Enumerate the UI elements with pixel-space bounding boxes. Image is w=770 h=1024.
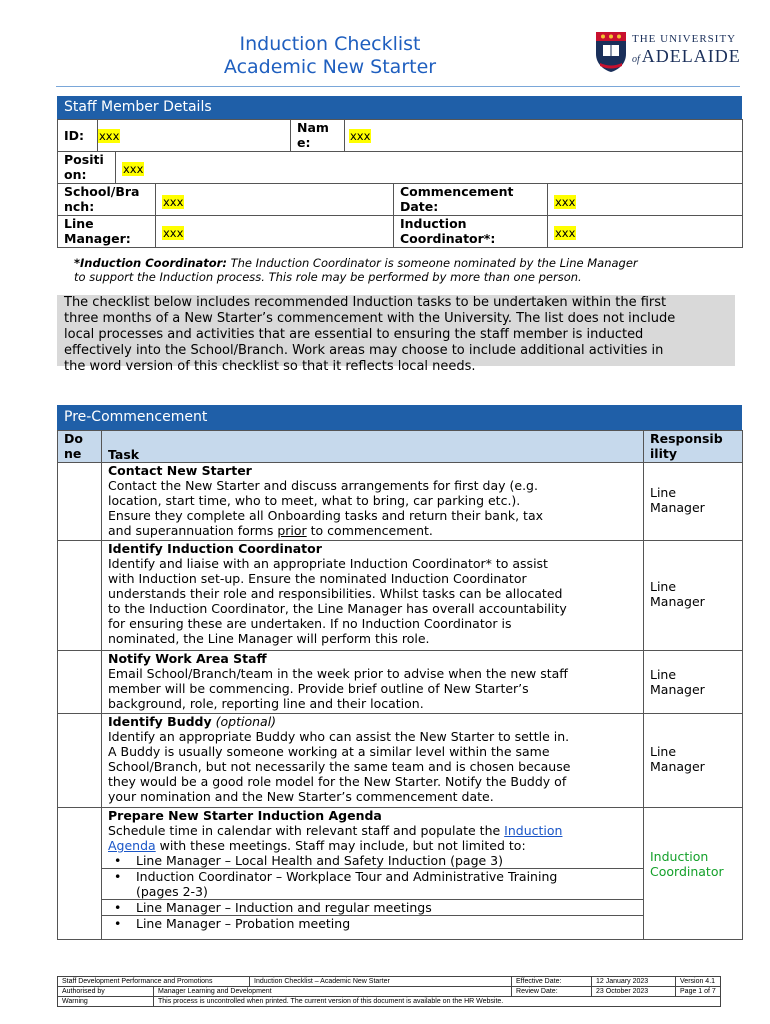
- staff-row-position: [58, 152, 743, 184]
- staff-details-header: Staff Member Details: [57, 96, 742, 119]
- precommencement-column-headers: [58, 431, 743, 463]
- commencement-label: Commencement Date:: [394, 184, 548, 216]
- staff-details-table: [57, 119, 743, 152]
- document-title: [150, 33, 510, 79]
- task-title: Identify Induction Coordinator: [108, 541, 322, 556]
- position-value: xxx: [123, 162, 144, 176]
- staff-row-id-name: [58, 120, 743, 152]
- task-title: Contact New Starter: [108, 463, 252, 478]
- commencement-value: xxx: [555, 195, 576, 209]
- col-done-header: Do ne: [58, 431, 102, 463]
- task-row: [58, 808, 743, 940]
- header-divider: [56, 86, 740, 87]
- title-line-1: Induction Checklist: [239, 33, 421, 55]
- task-cell: Identify Induction Coordinator Identify and liaise with an appropriate Induction Coordinator* to assist with Induction set-up. Ensure the nominated Induction Coordinator understands their role and responsibilities. Whilst tasks can be allocated to the Induction Coordinator, the Line Manager has overall accountability for ensuring these are undertaken. If no Induction Coordinator is nominated, the Line Manager will perform this role.: [102, 541, 644, 651]
- task-cell: Prepare New Starter Induction Agenda Schedule time in calendar with relevant staff and populate the Induction Agenda with these meetings. Staff may include, but not limited to: • Line Manager – Local Health and Safety Induction (page 3) • Induction Coordinator – Workplace Tour and Administrative Training (pages 2-3) • Line Manager – Induction and regular meetings • Line Manager – Probation meeting: [102, 808, 644, 940]
- task-row: [58, 463, 743, 541]
- name-field[interactable]: [345, 120, 743, 152]
- bullet-item: • Line Manager – Probation meeting: [102, 915, 643, 931]
- staff-row-school: [58, 184, 743, 216]
- task-cell: Identify Buddy (optional) Identify an appropriate Buddy who can assist the New Starter to settle in. A Buddy is usually someone working at a similar level within the same School/Branch, but not necessarily the same team and is chosen because they would be a good role model for the New Starter. Notify the Buddy of your nomination and the New Starter’s commencement date.: [102, 714, 644, 808]
- name-label: Nam e:: [291, 120, 345, 152]
- task-row: [58, 714, 743, 808]
- line-manager-value: xxx: [163, 226, 184, 240]
- position-field[interactable]: [116, 152, 743, 184]
- document-footer: [57, 976, 721, 1007]
- id-label: ID:: [58, 120, 98, 152]
- responsibility-cell: Line Manager: [644, 463, 743, 541]
- responsibility-cell: Line Manager: [644, 651, 743, 714]
- precommencement-header: Pre-Commencement: [57, 405, 742, 430]
- col-responsibility-header: Responsib ility: [644, 431, 743, 463]
- line-manager-label: Line Manager:: [58, 216, 156, 248]
- bullet-item: • Line Manager – Induction and regular meetings: [102, 899, 643, 915]
- bullet-item: • Induction Coordinator – Workplace Tour and Administrative Training (pages 2-3): [102, 868, 643, 899]
- note-bold: *Induction Coordinator:: [74, 256, 227, 270]
- name-value: xxx: [350, 129, 371, 143]
- precommencement-table: [57, 430, 743, 940]
- task-row: [58, 651, 743, 714]
- position-label: Positi on:: [58, 152, 116, 184]
- done-cell[interactable]: [58, 651, 102, 714]
- footer-row: Authorised by Manager Learning and Development Review Date: 23 October 2023 Page 1 of 7: [58, 987, 721, 997]
- school-label: School/Bra nch:: [58, 184, 156, 216]
- done-cell[interactable]: [58, 541, 102, 651]
- task-title: Notify Work Area Staff: [108, 651, 267, 666]
- responsibility-cell: Induction Coordinator: [644, 808, 743, 940]
- induction-coordinator-field[interactable]: [548, 216, 743, 248]
- intro-paragraph: The checklist below includes recommended Induction tasks to be undertaken within the first three months of a New Starter’s commencement with the University. The list does not include local processes and activities that are essential to ensuring the staff member is inducted effectively into the School/Branch. Work areas may choose to include additional activities in the word version of this checklist so that it reflects local needs.: [57, 295, 735, 366]
- task-title: Identify Buddy (optional): [108, 714, 277, 729]
- induction-agenda-link[interactable]: Agenda: [108, 838, 156, 853]
- task-cell: Contact New Starter Contact the New Starter and discuss arrangements for first day (e.g. location, start time, who to meet, what to bring, car parking etc.). Ensure they complete all Onboarding tasks and return their bank, tax and superannuation forms prior to commencement.: [102, 463, 644, 541]
- task-cell: Notify Work Area Staff Email School/Branch/team in the week prior to advise when the new staff member will be commencing. Provide brief outline of New Starter’s background, role, reporting line and their location.: [102, 651, 644, 714]
- school-value: xxx: [163, 195, 184, 209]
- staff-details-table-bottom: [57, 183, 743, 248]
- commencement-field[interactable]: [548, 184, 743, 216]
- id-value: xxx: [99, 129, 120, 143]
- task-title: Prepare New Starter Induction Agenda: [108, 808, 382, 823]
- induction-coordinator-label: Induction Coordinator*:: [394, 216, 548, 248]
- footer-row: Staff Development Performance and Promotions Induction Checklist – Academic New Starter Effective Date: 12 January 2023 Version 4.1: [58, 977, 721, 987]
- line-manager-field[interactable]: [156, 216, 394, 248]
- induction-agenda-link[interactable]: Induction: [504, 823, 563, 838]
- footer-row: Warning This process is uncontrolled when printed. The current version of this document is available on the HR Website.: [58, 997, 721, 1007]
- done-cell[interactable]: [58, 714, 102, 808]
- task-row: [58, 541, 743, 651]
- staff-details-table-position: [57, 151, 743, 184]
- col-task-header: Task: [102, 431, 644, 463]
- crest-icon: [594, 30, 628, 74]
- done-cell[interactable]: [58, 808, 102, 940]
- logo-wordmark: THE UNIVERSITY of ADELAIDE: [632, 33, 741, 66]
- school-field[interactable]: [156, 184, 394, 216]
- done-cell[interactable]: [58, 463, 102, 541]
- staff-row-manager: [58, 216, 743, 248]
- id-field[interactable]: [98, 120, 291, 152]
- induction-coordinator-value: xxx: [555, 226, 576, 240]
- bullet-item: • Line Manager – Local Health and Safety Induction (page 3): [114, 853, 504, 868]
- responsibility-cell: Line Manager: [644, 714, 743, 808]
- university-logo: [594, 30, 741, 76]
- title-line-2: Academic New Starter: [223, 56, 437, 78]
- responsibility-cell: Line Manager: [644, 541, 743, 651]
- coordinator-note: *Induction Coordinator: The Induction Coordinator is someone nominated by the Line Manager to support the Induction process. This role may be performed by more than one person.: [74, 256, 638, 284]
